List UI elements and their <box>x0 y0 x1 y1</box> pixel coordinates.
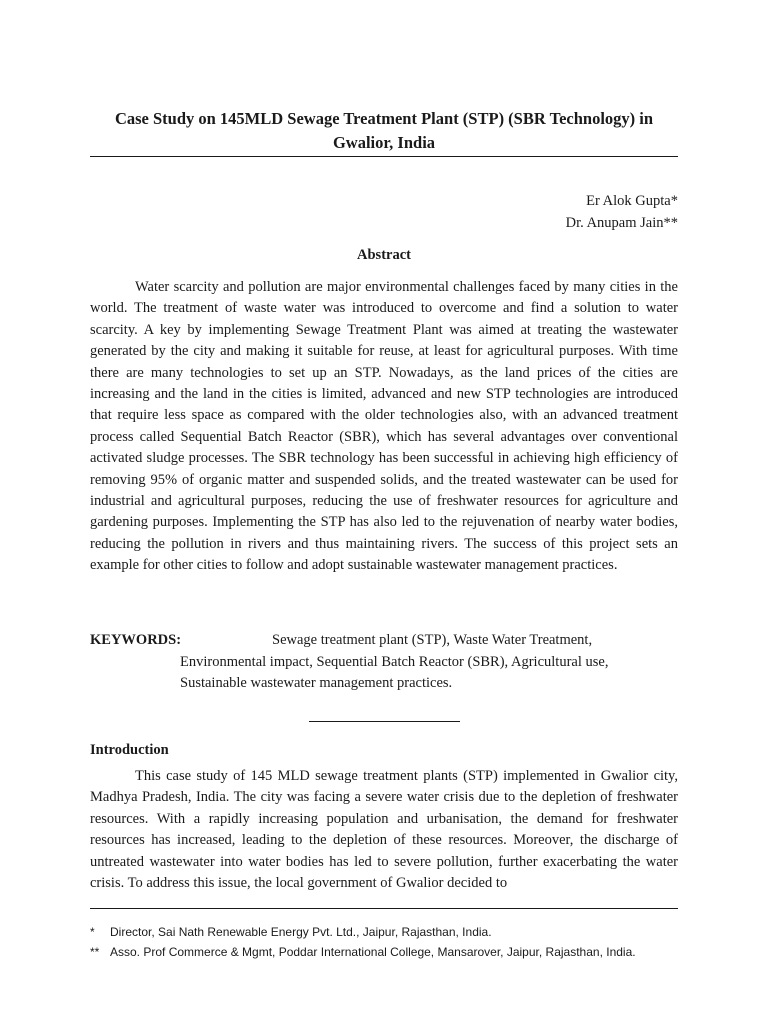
footnotes <box>90 922 690 962</box>
keywords-text-1: Sewage treatment plant (STP), Waste Water Treatment, <box>272 632 593 648</box>
footnote-1 <box>90 922 690 942</box>
author-2: Dr. Anupam Jain** <box>565 215 678 231</box>
keywords-line-1 <box>90 630 678 652</box>
footnote-2 <box>90 942 690 962</box>
abstract-body: Water scarcity and pollution are major environmental challenges faced by many cities in the world. The treatment of waste water was introduced to overcome and find a solution to water scarcity. A key by implementing Sewage Treatment Plant was aimed at treating the wastewater generated by the city and making it suitable for reuse, at least for agricultural purposes. With time there are many technologies to set up an STP. Nowadays, as the land prices of the cities are increasing and the land in the cities is limited, advanced and new STP technologies are introduced that require less space as compared with the older technologies also, with an advanced treatment process called Sequential Batch Reactor (SBR), which has several advantages over conventional activated sludge processes. The SBR technology has been successful in achieving high efficiency of removing 95% of organic matter and suspended solids, and the treated wastewater can be used for industrial and agricultural purposes, reducing the use of freshwater resources for agriculture and gardening purposes. Implementing the STP has also led to the rejuvenation of nearby water bodies, reducing the pollution in rivers and thus maintaining rivers. The success of this project sets an example for other cities to follow and adopt sustainable wastewater management practices. <box>90 279 678 574</box>
introduction-body: This case study of 145 MLD sewage treatment plants (STP) implemented in Gwalior city, Madhya Pradesh, India. The city was facing a severe water crisis due to the depletion of freshwater resources. With a rapidly increasing population and urbanisation, the demand for freshwater resources has increased, leading to the depletion of these resources. Moreover, the discharge of untreated wastewater into water bodies has led to severe pollution, further exacerbating the water crisis. To address this issue, the local government of Gwalior decided to <box>90 768 678 892</box>
footnote-mark-2: ** <box>90 945 100 959</box>
footnote-text-2: Asso. Prof Commerce & Mgmt, Poddar International College, Mansarover, Jaipur, Rajasthan, India. <box>110 945 636 959</box>
footnote-text-1: Director, Sai Nath Renewable Energy Pvt. Ltd., Jaipur, Rajasthan, India. <box>110 925 492 939</box>
abstract-heading: Abstract <box>357 247 411 263</box>
section-separator <box>309 721 460 722</box>
introduction-heading: Introduction <box>90 742 169 758</box>
paper-title: Case Study on 145MLD Sewage Treatment Plant (STP) (SBR Technology) in Gwalior, India <box>114 109 654 152</box>
title-divider <box>90 156 678 157</box>
author-block <box>566 190 678 234</box>
keywords-line-3: Sustainable wastewater management practices. <box>180 675 453 691</box>
keywords-label: KEYWORDS: <box>90 632 182 648</box>
author-1: Er Alok Gupta* <box>586 193 678 209</box>
keywords-line-2: Environmental impact, Sequential Batch Reactor (SBR), Agricultural use, <box>180 653 609 670</box>
footnote-mark-1: * <box>90 925 95 939</box>
keywords-block <box>90 630 678 695</box>
footnote-divider <box>90 908 678 909</box>
